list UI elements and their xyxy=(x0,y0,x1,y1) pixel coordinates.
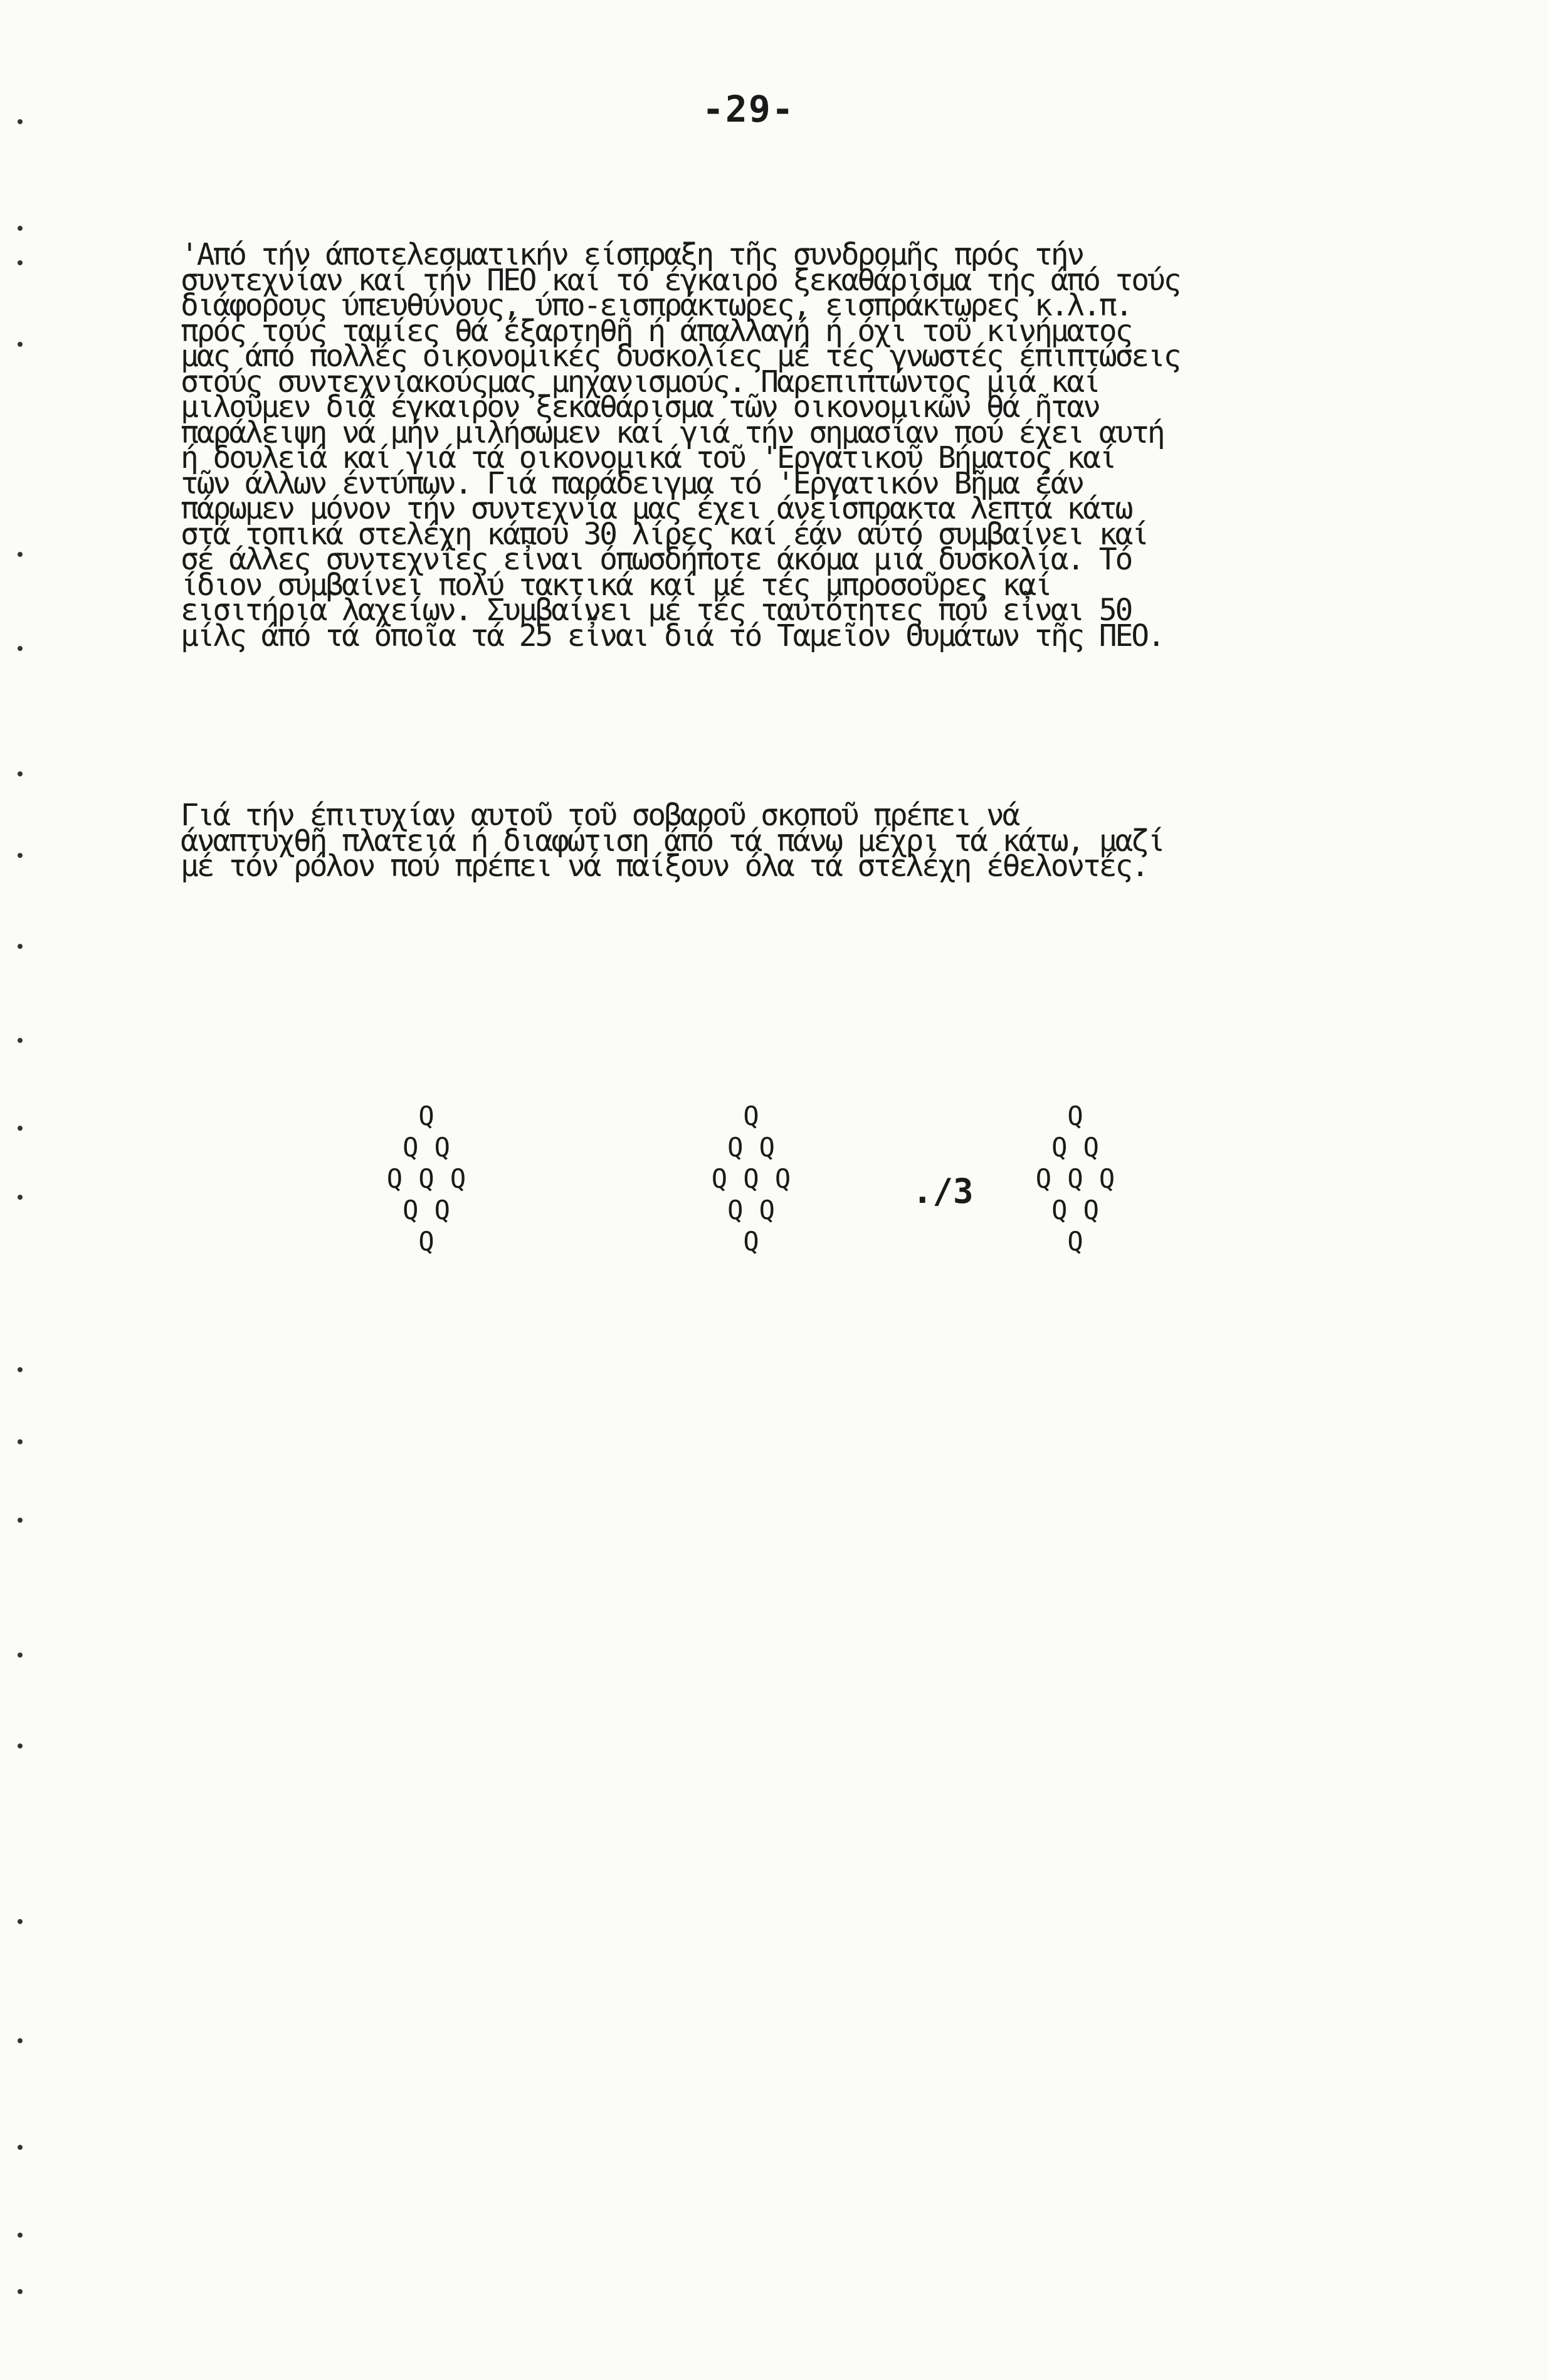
margin-dot xyxy=(18,2145,23,2150)
margin-dot xyxy=(18,552,23,557)
margin-dot xyxy=(18,1126,23,1131)
margin-dot xyxy=(18,342,23,347)
margin-dot xyxy=(18,2233,23,2238)
margin-dot xyxy=(18,1195,23,1200)
margin-dot xyxy=(18,771,23,776)
q-ornament-right: Q Q Q Q Q Q Q Q Q xyxy=(1035,1101,1115,1257)
margin-dot xyxy=(18,2038,23,2043)
margin-dot xyxy=(18,2289,23,2294)
margin-dot xyxy=(18,1518,23,1523)
q-ornament-left: Q Q Q Q Q Q Q Q Q xyxy=(386,1101,466,1257)
margin-dot xyxy=(18,646,23,651)
continuation-marker: ./3 xyxy=(912,1171,974,1211)
paragraph-2: Γιά τήν έπιτυχίαν αυτοῦ τοῦ σοβαροῦ σκοποῦ πρέπει νά άναπτυχθῆ πλατειά ή διαφώτιση άπό τά πάνω μέχρι τά κάτω, μαζί μέ τόν ρόλον πού πρέπει νά παίξουν όλα τά στελέχη έθελοντές. xyxy=(181,798,1164,884)
margin-dot xyxy=(18,226,23,231)
margin-dot xyxy=(18,1439,23,1444)
margin-dot xyxy=(18,1653,23,1658)
margin-dot xyxy=(18,260,23,265)
paragraph-1: 'Από τήν άποτελεσματικήν είσπραξη τῆς συνδρομῆς πρός τήν συντεχνίαν καί τήν ΠΕΟ καί τό έγκαιρο ξεκαθάρισμα της άπό τούς διάφορους ύπευθύνους, ύπο-εισπράκτωρες, εισπράκτωρες κ.λ.π. πρός τούς ταμίες θά έξαρτηθῆ ή άπαλλαγή ή όχι τοῦ κινήματος μας άπό πολλές οικονομικές δυσκολίες μέ τές γνωστές έπιπτώσεις στούς συντεχνιακούςμας μηχανισμούς. Παρεπιπτώντος μιά καί μιλοῦμεν διά έγκαιρον ξεκαθάρισμα τῶν οικονομικῶν θά ῆταν παράλειψη νά μήν μιλήσωμεν καί γιά τήν σημασίαν πού έχει αυτή ή δουλειά καί γιά τά οικονομικά τοῦ 'Εργατικοῦ Βήματος καί τῶν άλλων έντύπων. Γιά παράδειγμα τό 'Εργατικόν Βῆμα έάν πάρωμεν μόνον τήν συντεχνία μας έχει άνείσπρακτα λεπτά κάτω στά τοπικά στελέχη κάπου 30 λίρες καί έάν αύτό συμβαίνει καί σέ άλλες συντεχνίες εἶναι όπωσδήποτε άκόμα μιά δυσκολία. Τό ίδιον συμβαίνει πολύ τακτικά καί μέ τές μπροσοῦρες καί εισιτήρια λαχείων. Συμβαίνει μέ τές ταυτότητες πού εἶναι 50 μίλς άπό τά όποῖα τά 25 εἶναι διά τό Ταμεῖον Θυμάτων τῆς ΠΕΟ. xyxy=(181,237,1180,653)
scan-margin-marks xyxy=(0,0,38,2380)
margin-dot xyxy=(18,1919,23,1924)
margin-dot xyxy=(18,119,23,124)
q-ornament-center: Q Q Q Q Q Q Q Q Q xyxy=(711,1101,791,1257)
page-number: -29- xyxy=(702,88,795,130)
margin-dot xyxy=(18,1743,23,1748)
margin-dot xyxy=(18,1367,23,1372)
margin-dot xyxy=(18,944,23,949)
margin-dot xyxy=(18,853,23,858)
margin-dot xyxy=(18,1038,23,1043)
